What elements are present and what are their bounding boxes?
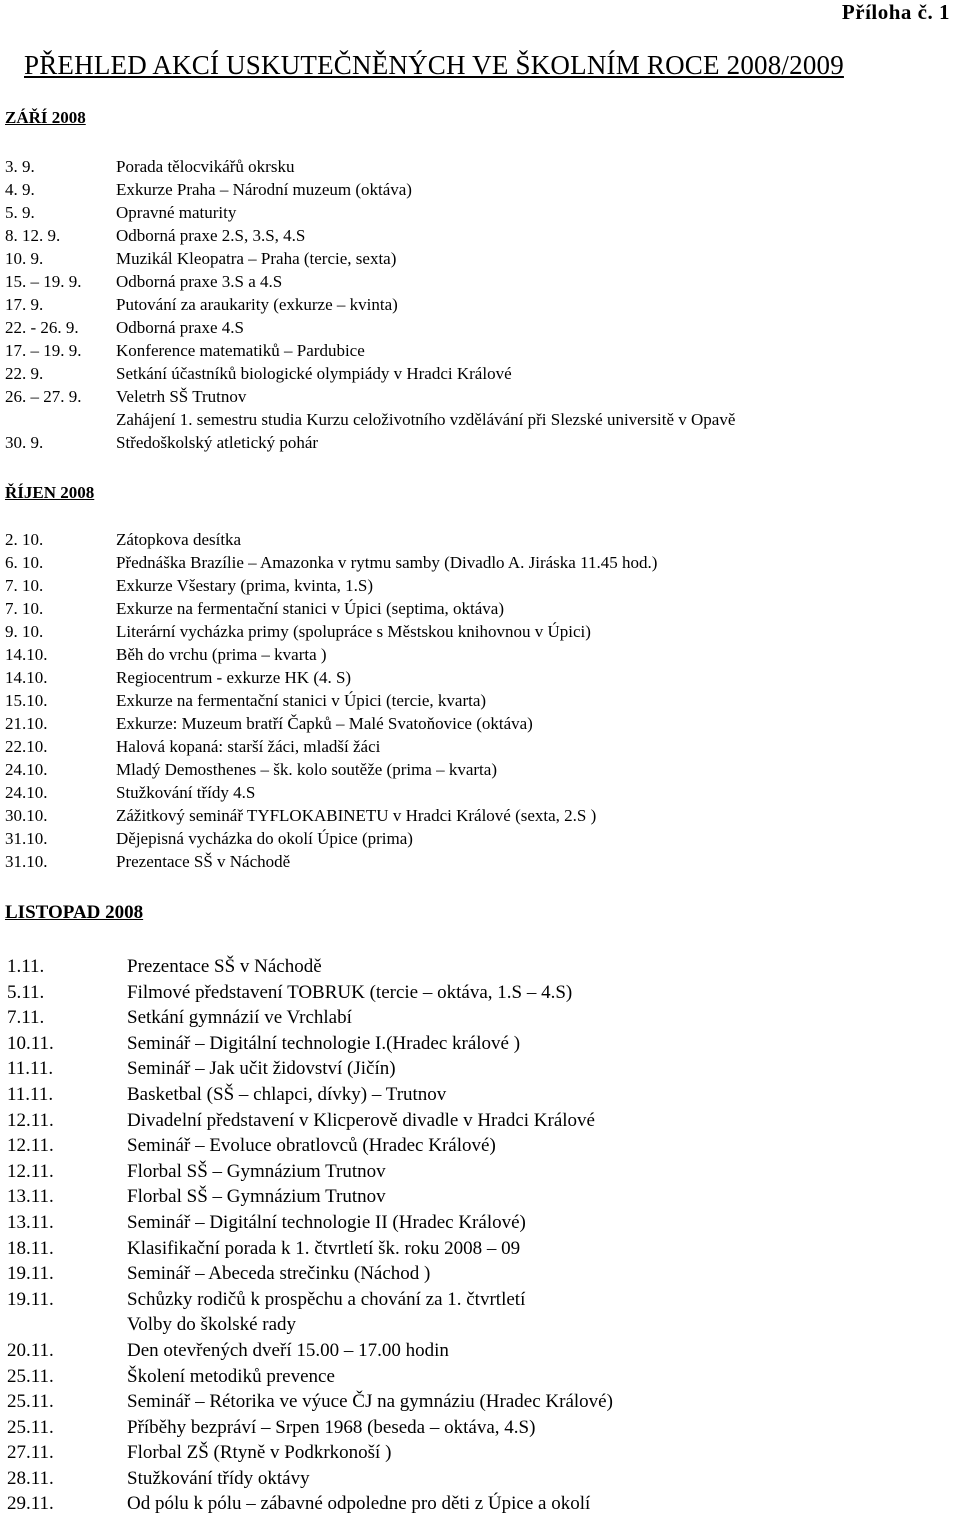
event-description: Prezentace SŠ v Náchodě	[127, 956, 322, 977]
section-heading-september: ZÁŘÍ 2008	[5, 108, 86, 127]
event-date: 5.11.	[7, 981, 45, 1003]
event-row	[0, 156, 960, 179]
event-description: Basketbal (SŠ – chlapci, dívky) – Trutnov	[127, 1083, 447, 1105]
event-description: Seminář – Rétorika ve výuce ČJ na gymnáziu (Hradec Králové)	[127, 1391, 613, 1413]
event-date: 17. – 19. 9.	[5, 341, 82, 360]
event-row	[0, 955, 960, 981]
event-row	[0, 1339, 960, 1365]
event-date: 25.11.	[7, 1416, 54, 1438]
event-description: Prezentace SŠ v Náchodě	[116, 852, 291, 871]
event-description: Odborná praxe 3.S a 4.S	[116, 272, 283, 291]
page-title: PŘEHLED AKCÍ USKUTEČNĚNÝCH VE ŠKOLNÍM ROCE 2008/2009	[24, 50, 844, 80]
event-row	[0, 1237, 960, 1263]
event-description: Odborná praxe 4.S	[116, 318, 244, 337]
event-row	[0, 1211, 960, 1237]
event-list-september	[0, 156, 960, 455]
event-description: Seminář – Digitální technologie II (Hradec Králové)	[127, 1211, 526, 1233]
event-description: Setkání gymnázií ve Vrchlabí	[127, 1007, 352, 1029]
event-description: Den otevřených dveří 15.00 – 17.00 hodin	[127, 1339, 449, 1361]
event-row	[0, 202, 960, 225]
event-date: 19.11.	[7, 1288, 54, 1310]
event-row	[0, 317, 960, 340]
event-date: 15.10.	[5, 691, 48, 710]
event-date: 13.11.	[7, 1211, 54, 1233]
event-date: 21.10.	[5, 714, 48, 733]
event-row	[0, 713, 960, 736]
event-row	[0, 805, 960, 828]
event-description: Školení metodiků prevence	[127, 1365, 335, 1387]
event-row	[0, 1467, 960, 1493]
event-description: Příběhy bezpráví – Srpen 1968 (beseda – oktáva, 4.S)	[127, 1416, 536, 1438]
event-date: 31.10.	[5, 829, 48, 848]
event-date: 4. 9.	[5, 180, 35, 199]
event-row	[0, 248, 960, 271]
event-date: 6. 10.	[5, 553, 44, 572]
event-row	[0, 409, 960, 432]
event-description: Regiocentrum - exkurze HK (4. S)	[116, 668, 352, 687]
event-date: 1.11.	[7, 956, 45, 977]
event-row	[0, 690, 960, 713]
event-description: Seminář – Abeceda strečinku (Náchod )	[127, 1263, 431, 1285]
event-row	[0, 294, 960, 317]
event-date: 22. - 26. 9.	[5, 318, 79, 337]
section-heading-october: ŘÍJEN 2008	[5, 483, 95, 502]
event-row	[0, 1288, 960, 1314]
event-date: 18.11.	[7, 1237, 54, 1259]
event-row	[0, 1134, 960, 1160]
event-row	[0, 1416, 960, 1442]
event-description: Florbal SŠ – Gymnázium Trutnov	[127, 1160, 386, 1182]
event-row	[0, 782, 960, 805]
event-description: Seminář – Digitální technologie I.(Hradec králové )	[127, 1032, 521, 1054]
event-description: Dějepisná vycházka do okolí Úpice (prima)	[116, 829, 413, 848]
event-row	[0, 644, 960, 667]
event-date: 2. 10.	[5, 530, 44, 549]
event-description: Setkání účastníků biologické olympiády v Hradci Králové	[116, 364, 512, 383]
event-row	[0, 1365, 960, 1391]
event-date: 25.11.	[7, 1391, 54, 1413]
event-date: 20.11.	[7, 1339, 54, 1361]
event-description: Stužkování třídy 4.S	[116, 783, 256, 802]
event-description: Florbal ZŠ (Rtyně v Podkrkonoší )	[127, 1442, 392, 1464]
section-heading-november: LISTOPAD 2008	[5, 902, 144, 923]
event-description: Schůzky rodičů k prospěchu a chování za 1. čtvrtletí	[127, 1288, 526, 1310]
attachment-label: Příloha č. 1	[841, 0, 950, 24]
event-description: Veletrh SŠ Trutnov	[116, 387, 247, 406]
event-row	[0, 1032, 960, 1058]
event-description: Stužkování třídy oktávy	[127, 1467, 310, 1489]
event-row	[0, 1390, 960, 1416]
event-description: Putování za araukarity (exkurze – kvinta)	[116, 295, 398, 314]
event-list-october	[0, 529, 960, 874]
event-row	[0, 363, 960, 386]
event-description: Zážitkový seminář TYFLOKABINETU v Hradci Králové (sexta, 2.S )	[116, 806, 597, 825]
event-description: Středoškolský atletický pohár	[116, 433, 319, 452]
event-row	[0, 1083, 960, 1109]
event-date: 7.11.	[7, 1007, 45, 1029]
event-row	[0, 1492, 960, 1518]
event-description: Halová kopaná: starší žáci, mladší žáci	[116, 737, 381, 756]
event-date: 11.11.	[7, 1083, 54, 1105]
event-date: 5. 9.	[5, 203, 35, 222]
event-date: 17. 9.	[5, 295, 44, 314]
event-description: Přednáška Brazílie – Amazonka v rytmu samby (Divadlo A. Jiráska 11.45 hod.)	[116, 553, 658, 572]
event-date: 15. – 19. 9.	[5, 272, 82, 291]
event-row	[0, 1313, 960, 1339]
event-description: Klasifikační porada k 1. čtvrtletí šk. roku 2008 – 09	[127, 1237, 521, 1259]
event-description: Exkurze na fermentační stanici v Úpici (tercie, kvarta)	[116, 691, 487, 710]
event-description: Mladý Demosthenes – šk. kolo soutěže (prima – kvarta)	[116, 760, 497, 779]
event-date: 28.11.	[7, 1467, 54, 1489]
event-description: Běh do vrchu (prima – kvarta )	[116, 645, 327, 664]
event-row	[0, 1262, 960, 1288]
event-date: 27.11.	[7, 1442, 54, 1464]
event-row	[0, 386, 960, 409]
event-row	[0, 432, 960, 455]
event-description: Opravné maturity	[116, 203, 237, 222]
event-date: 8. 12. 9.	[5, 226, 61, 245]
event-list-november	[0, 955, 960, 1518]
event-description: Muzikál Kleopatra – Praha (tercie, sexta)	[116, 249, 397, 268]
event-date: 12.11.	[7, 1135, 54, 1157]
event-date: 22. 9.	[5, 364, 44, 383]
event-description: Exkurze Praha – Národní muzeum (oktáva)	[116, 180, 412, 199]
event-date: 14.10.	[5, 668, 48, 687]
event-date: 12.11.	[7, 1160, 54, 1182]
event-date: 30.10.	[5, 806, 48, 825]
event-row	[0, 828, 960, 851]
event-description: Od pólu k pólu – zábavné odpoledne pro děti z Úpice a okolí	[127, 1493, 591, 1515]
event-date: 3. 9.	[5, 157, 35, 176]
event-date: 9. 10.	[5, 622, 44, 641]
event-row	[0, 1185, 960, 1211]
event-row	[0, 1160, 960, 1186]
event-row	[0, 552, 960, 575]
event-row	[0, 271, 960, 294]
event-row	[0, 981, 960, 1007]
event-row	[0, 759, 960, 782]
event-row	[0, 1441, 960, 1467]
event-row	[0, 621, 960, 644]
event-date: 30. 9.	[5, 433, 44, 452]
event-date: 22.10.	[5, 737, 48, 756]
event-row	[0, 1006, 960, 1032]
event-date: 10.11.	[7, 1032, 54, 1054]
event-row	[0, 340, 960, 363]
event-date: 26. – 27. 9.	[5, 387, 82, 406]
event-description: Literární vycházka primy (spolupráce s Městskou knihovnou v Úpici)	[116, 622, 591, 641]
event-row	[0, 179, 960, 202]
event-date: 11.11.	[7, 1058, 54, 1080]
event-date: 10. 9.	[5, 249, 44, 268]
event-description: Filmové představení TOBRUK (tercie – oktáva, 1.S – 4.S)	[127, 981, 573, 1003]
event-row	[0, 1057, 960, 1083]
event-description: Seminář – Jak učit židovství (Jičín)	[127, 1058, 396, 1080]
event-date: 25.11.	[7, 1365, 54, 1387]
event-date: 13.11.	[7, 1186, 54, 1208]
event-description: Seminář – Evoluce obratlovců (Hradec Králové)	[127, 1135, 496, 1157]
event-description: Exkurze na fermentační stanici v Úpici (septima, oktáva)	[116, 599, 505, 618]
event-description: Exkurze: Muzeum bratří Čapků – Malé Svatoňovice (oktáva)	[116, 714, 533, 733]
event-row	[0, 529, 960, 552]
event-date: 24.10.	[5, 783, 48, 802]
event-row	[0, 851, 960, 874]
event-row	[0, 667, 960, 690]
event-description: Zahájení 1. semestru studia Kurzu celoživotního vzdělávání při Slezské universitě v Opavě	[116, 410, 736, 429]
event-description: Florbal SŠ – Gymnázium Trutnov	[127, 1186, 386, 1208]
event-date: 24.10.	[5, 760, 48, 779]
event-date: 14.10.	[5, 645, 48, 664]
event-description: Zátopkova desítka	[116, 530, 242, 549]
event-date: 12.11.	[7, 1109, 54, 1131]
event-date: 29.11.	[7, 1493, 54, 1515]
event-description: Porada tělocvikářů okrsku	[116, 157, 295, 176]
event-row	[0, 225, 960, 248]
event-date: 19.11.	[7, 1263, 54, 1285]
event-date: 7. 10.	[5, 599, 44, 618]
event-description: Odborná praxe 2.S, 3.S, 4.S	[116, 226, 306, 245]
event-date: 7. 10.	[5, 576, 44, 595]
event-description: Exkurze Všestary (prima, kvinta, 1.S)	[116, 576, 373, 595]
event-description: Konference matematiků – Pardubice	[116, 341, 365, 360]
event-description: Divadelní představení v Klicperově divadle v Hradci Králové	[127, 1109, 595, 1131]
event-row	[0, 736, 960, 759]
event-description: Volby do školské rady	[127, 1314, 297, 1336]
event-row	[0, 575, 960, 598]
event-row	[0, 1109, 960, 1135]
event-date: 31.10.	[5, 852, 48, 871]
event-row	[0, 598, 960, 621]
